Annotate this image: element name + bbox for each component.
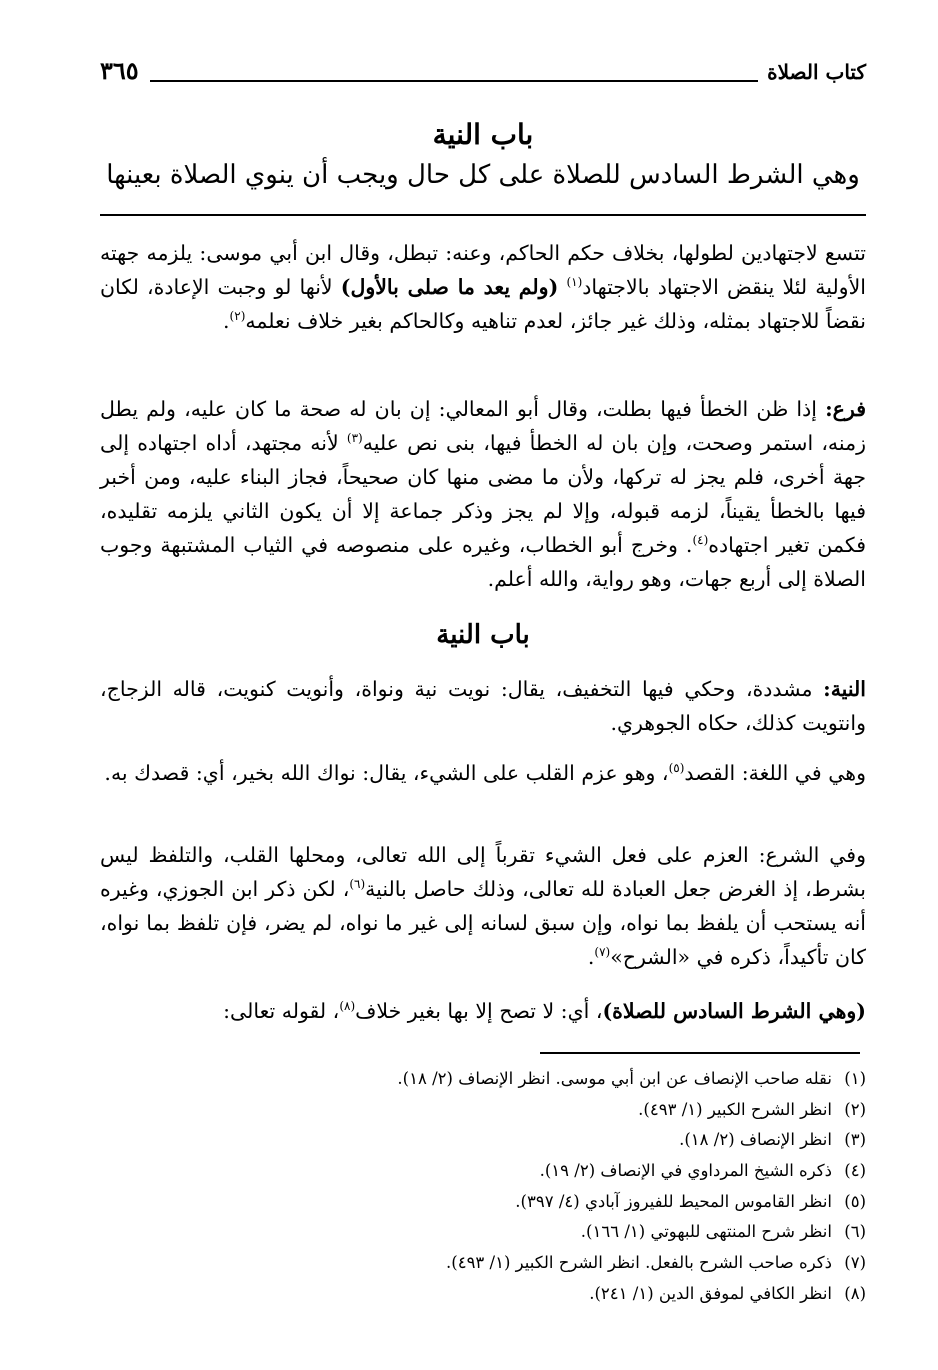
p6-text-1: ، أي: لا تصح إلا بها بغير خلاف — [355, 999, 603, 1023]
p2-label: فرع: — [825, 397, 866, 421]
matn-text: وهي الشرط السادس للصلاة على كل حال ويجب أن ينوي الصلاة بعينها — [106, 160, 860, 190]
footnote-text: انظر شرح المنتهى للبهوتي (١/ ١٦٦). — [580, 1222, 832, 1242]
commentary-paragraph-4 — [100, 756, 866, 790]
footnote-number: (٦) — [844, 1222, 866, 1242]
footnote-number: (٥) — [844, 1191, 866, 1211]
p2-text-1: إذا ظن الخطأ فيها بطلت، وقال أبو المعالي: إن بان له صحة ما كان عليه، ولم يطل زمنه، استمر وصحت، وإن بان له الخطأ فيها، بنى نص عليه — [100, 397, 866, 455]
footnote-text: ذكره الشيخ المرداوي في الإنصاف (٢/ ١٩). — [539, 1161, 832, 1181]
footnote-number: (٢) — [844, 1099, 866, 1119]
footnote-text: انظر القاموس المحيط للفيروز آبادي (٤/ ٣٩٧). — [515, 1191, 832, 1211]
p3-text: مشددة، وحكي فيها التخفيف، يقال: نويت نية ونواة، وأنويت كنويت، قاله الزجاج، وانتويت كذلك، حكاه الجوهري. — [100, 677, 866, 735]
p4-text-2: ، وهو عزم القلب على الشيء، يقال: نواك الله بخير، أي: قصدك به. — [104, 761, 669, 785]
commentary-paragraph-6 — [100, 994, 866, 1028]
footnote-ref-1[interactable]: (١) — [566, 275, 583, 290]
p5-text-2: ، لكن ذكر ابن الجوزي، وغيره أنه يستحب أن يلفظ بما نواه، وإن سبق لسانه إلى غير ما نواه، لم يضر، فإن تلفظ بما نواه، كان تأكيداً، ذكره في «الشرح» — [100, 877, 866, 969]
footnote-ref-2[interactable]: (٢) — [229, 309, 246, 324]
footnote-text: انظر الكافي لموفق الدين (١/ ٢٤١). — [589, 1283, 832, 1303]
footnote-number: (٧) — [844, 1253, 866, 1273]
p4-text-1: وهي في اللغة: القصد — [684, 761, 866, 785]
footnote-item — [300, 1156, 866, 1187]
header-rule — [150, 80, 758, 82]
footnote-item — [300, 1125, 866, 1156]
p1-end: . — [223, 309, 230, 333]
footnote-text: ذكره صاحب الشرح بالفعل. انظر الشرح الكبير (١/ ٤٩٣). — [446, 1253, 832, 1273]
footnote-item — [300, 1217, 866, 1248]
footnote-ref-4[interactable]: (٤) — [692, 533, 709, 548]
footnote-ref-8[interactable]: (٨) — [339, 999, 356, 1014]
p6-text-2: ، لقوله تعالى: — [223, 999, 340, 1023]
footnote-item — [300, 1279, 866, 1310]
commentary-paragraph-2 — [100, 392, 866, 596]
footnote-text: نقله صاحب الإنصاف عن ابن أبي موسى. انظر الإنصاف (٢/ ١٨). — [397, 1069, 832, 1088]
footnote-number: (١) — [844, 1069, 866, 1088]
p2-text-2: لأنه مجتهد، أداه اجتهاده إلى جهة أخرى، فلم يجز له تركها، ولأن ما مضى منها كان صحيحاً، فجاز البناء عليه، ومن أخبر فيها بالخطأ يقيناً، لزمه قبوله، وإلا لم يجز وذكر جماعة إلا أن يكون الثاني يلزمه تقليده، فكمن تغير اجتهاده — [100, 431, 867, 557]
footnote-item — [300, 1248, 866, 1279]
footnote-item — [300, 1187, 866, 1218]
p3-label: النية: — [823, 677, 866, 701]
footnote-item — [300, 1064, 866, 1095]
p5-text-1: وفي الشرع: العزم على فعل الشيء تقرباً إلى الله تعالى، ومحلها القلب، والتلفظ ليس بشرط، إذ الغرض جعل العبادة لله تعالى، وذلك حاصل بالنية — [100, 843, 866, 901]
footnote-ref-7[interactable]: (٧) — [594, 945, 611, 960]
section-title: باب النية — [436, 620, 530, 650]
p1-matn-quote: (ولم يعد ما صلى بالأول) — [340, 275, 559, 299]
p5-end: . — [587, 945, 595, 969]
p1-text-2: لأنها لو وجبت الإعادة، لكان نقضاً للاجتهاد بمثله، وذلك غير جائز، لعدم تناهيه وكالحاكم بغير خلاف نعلمه — [100, 275, 866, 333]
page-number: ٣٦٥ — [100, 56, 139, 85]
footnotes — [300, 1064, 866, 1310]
footnote-ref-5[interactable]: (٥) — [668, 761, 685, 776]
p1-text-1: تتسع لاجتهادين لطولها، بخلاف حكم الحاكم، وعنه: تبطل، وقال ابن أبي موسى: يلزمه جهته الأولية لئلا ينقض الاجتهاد بالاجتهاد — [100, 241, 866, 299]
footnote-separator — [540, 1052, 860, 1054]
footnote-ref-3[interactable]: (٣) — [346, 431, 363, 446]
footnote-number: (٣) — [844, 1130, 866, 1150]
footnote-number: (٤) — [844, 1161, 866, 1181]
commentary-paragraph-1 — [100, 236, 866, 338]
footnote-ref-6[interactable]: (٦) — [349, 877, 366, 892]
p6-matn-quote: (وهي الشرط السادس للصلاة) — [602, 999, 866, 1023]
footnote-text: انظر الإنصاف (٢/ ١٨). — [679, 1130, 832, 1150]
running-title: كتاب الصلاة — [767, 60, 866, 84]
footnote-item — [300, 1095, 866, 1126]
commentary-paragraph-3 — [100, 672, 866, 740]
matn-chapter-title: باب النية — [432, 118, 534, 151]
commentary-paragraph-5 — [100, 838, 866, 974]
footnote-text: انظر الشرح الكبير (١/ ٤٩٣). — [638, 1099, 832, 1119]
p2-text-3: . وخرج أبو الخطاب، وغيره على منصوصه في الثياب المشتبهة وجوب الصلاة إلى أربع جهات، وهو رواية، والله أعلم. — [100, 533, 866, 591]
footnote-number: (٨) — [844, 1283, 866, 1303]
matn-separator-rule — [100, 214, 866, 216]
